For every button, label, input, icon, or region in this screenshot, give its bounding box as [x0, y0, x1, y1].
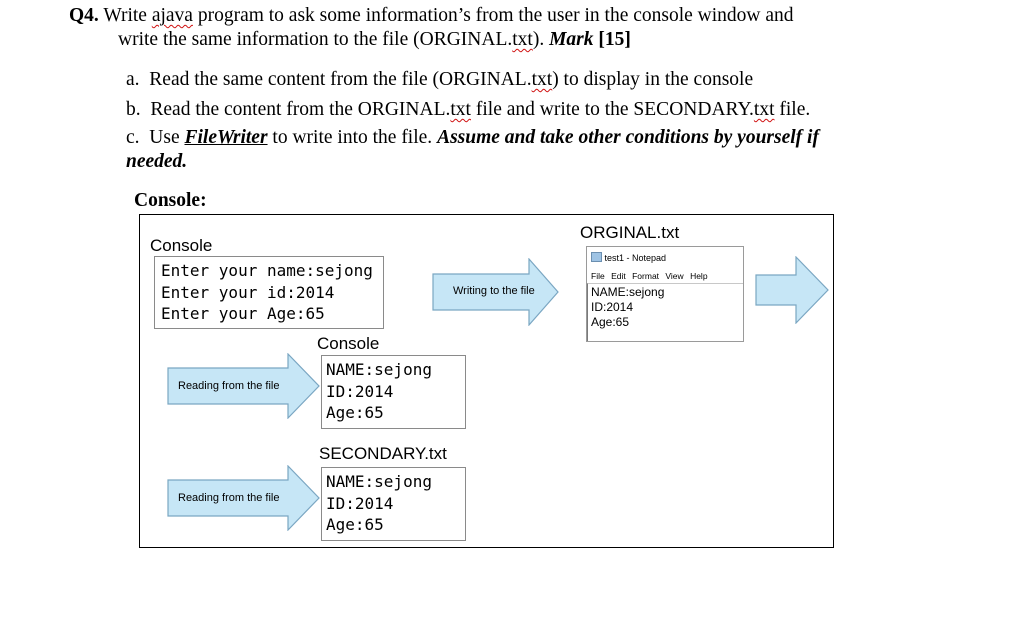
reading-arrow-1: [167, 353, 320, 419]
console-output-box: [321, 355, 466, 429]
secondary-title: SECONDARY.txt: [319, 444, 447, 463]
menu-view[interactable]: View: [665, 271, 684, 281]
writing-label: Writing to the file: [453, 285, 535, 297]
writing-arrow: [432, 258, 559, 326]
notepad-titlebar: test1 - Notepad: [591, 252, 666, 263]
filewriter-term: FileWriter: [184, 127, 268, 148]
notepad-icon: [591, 252, 602, 262]
console-line: Enter your id:2014: [161, 282, 335, 302]
console-heading: Console:: [134, 190, 207, 211]
orginal-title: ORGINAL.txt: [580, 223, 680, 242]
mark-label: Mark: [549, 29, 594, 50]
part-c-continued: needed.: [126, 151, 188, 172]
part-a: a. Read the same content from the file (ORGINAL.txt) to display in the console: [126, 69, 754, 90]
secondary-line: NAME:sejong: [326, 472, 432, 491]
misspelled-word: ajava: [151, 5, 193, 26]
console-output-line: Age:65: [326, 403, 384, 422]
console2-title: Console: [317, 334, 380, 353]
console-output-line: NAME:sejong: [326, 360, 432, 379]
console-title: Console: [150, 236, 213, 255]
console-input-box: [154, 256, 384, 329]
menu-edit[interactable]: Edit: [611, 271, 626, 281]
part-b: b. Read the content from the ORGINAL.txt file and write to the SECONDARY.txt file.: [126, 99, 811, 120]
diagram-frame: [139, 214, 834, 548]
question-number: Q4.: [69, 5, 99, 26]
notepad-text-area[interactable]: [587, 283, 743, 341]
reading-arrow-2: [167, 465, 320, 531]
mark-value: [15]: [593, 29, 631, 50]
secondary-line: ID:2014: [326, 493, 394, 513]
console-line: Enter your name:sejong: [161, 261, 373, 280]
part-c: c. Use FileWriter to write into the file. Assume and take other conditions by yourself if: [126, 127, 819, 148]
question-line-2: write the same information to the file (ORGINAL.txt). Mark [15]: [118, 29, 631, 50]
menu-help[interactable]: Help: [690, 271, 708, 281]
notepad-line: ID:2014: [591, 300, 634, 314]
secondary-file-box: [321, 467, 466, 541]
notepad-line: NAME:sejong: [591, 285, 665, 299]
reading-label-1: Reading from the file: [178, 380, 280, 392]
console-output-line: ID:2014: [326, 381, 394, 401]
secondary-line: Age:65: [326, 515, 384, 534]
reading-label-2: Reading from the file: [178, 492, 280, 504]
menu-format[interactable]: Format: [632, 271, 660, 281]
question-line-1: Q4. Write ajava program to ask some information’s from the user in the console window and: [69, 5, 794, 26]
notepad-menu: [591, 271, 708, 281]
notepad-window: [586, 246, 744, 342]
menu-file[interactable]: File: [591, 271, 605, 281]
console-line: Enter your Age:65: [161, 304, 325, 323]
right-arrow: [755, 256, 830, 324]
notepad-line: Age:65: [591, 315, 630, 329]
